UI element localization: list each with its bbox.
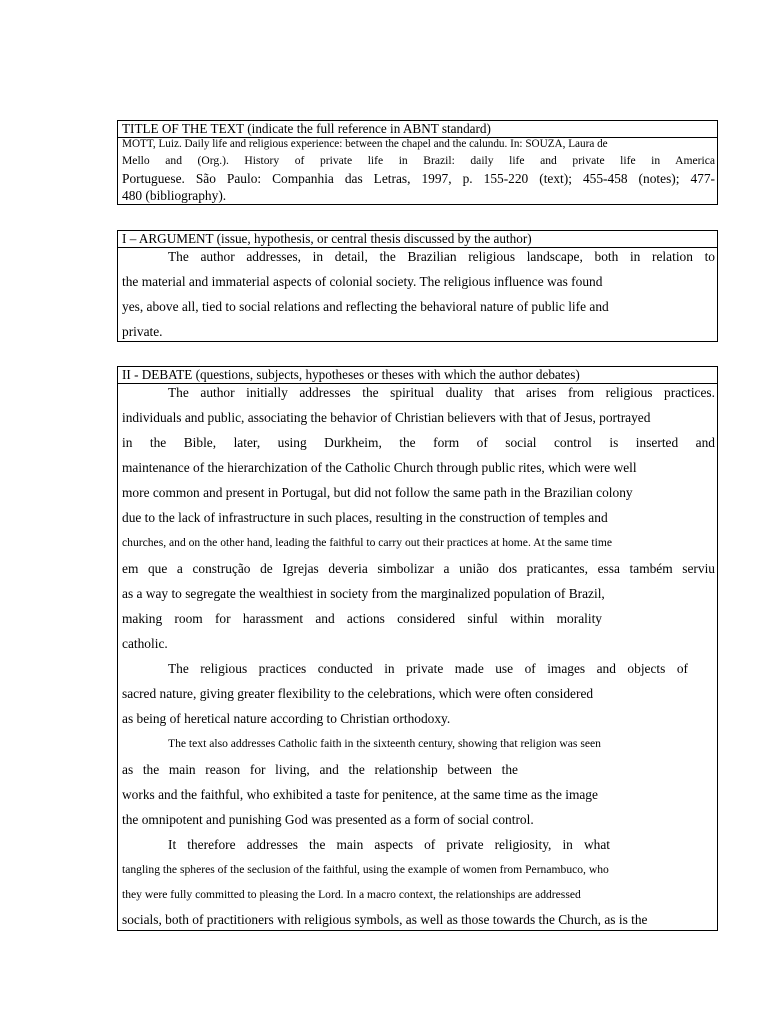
reference-line: 480 (bibliography). [122, 188, 227, 203]
debate-line: The author initially addresses the spiritual duality that arises from religious practices. [168, 385, 715, 400]
debate-line: The text also addresses Catholic faith in the sixteenth century, showing that religion was seen [168, 737, 601, 750]
argument-line: private. [122, 324, 163, 339]
argument-line: The author addresses, in detail, the Brazilian religious landscape, both in relation to [168, 249, 715, 264]
reference-line: Portuguese. São Paulo: Companhia das Letras, 1997, p. 155-220 (text); 455-458 (notes); 477- [122, 171, 715, 186]
debate-line: as a way to segregate the wealthiest in society from the marginalized population of Brazil, [122, 586, 605, 601]
debate-line: catholic. [122, 636, 168, 651]
debate-line: works and the faithful, who exhibited a taste for penitence, at the same time as the image [122, 787, 598, 802]
debate-box [117, 366, 718, 931]
debate-line: as the main reason for living, and the relationship between the [122, 762, 518, 777]
debate-line: the omnipotent and punishing God was presented as a form of social control. [122, 812, 534, 827]
reference-line: Mello and (Org.). History of private life in Brazil: daily life and private life in America [122, 154, 715, 167]
debate-line: The religious practices conducted in private made use of images and objects of [168, 661, 688, 676]
title-heading: TITLE OF THE TEXT (indicate the full reference in ABNT standard) [118, 121, 717, 138]
reference-line: MOTT, Luiz. Daily life and religious experience: between the chapel and the calundu. In: SOUZA, Laura de [122, 138, 608, 150]
debate-line: maintenance of the hierarchization of the Catholic Church through public rites, which were well [122, 460, 637, 475]
debate-line: em que a construção de Igrejas deveria simbolizar a união dos praticantes, essa também serviu [122, 561, 715, 576]
debate-line: churches, and on the other hand, leading the faithful to carry out their practices at home. At the same time [122, 536, 612, 549]
debate-heading: II - DEBATE (questions, subjects, hypotheses or theses with which the author debates) [118, 367, 717, 384]
debate-line: socials, both of practitioners with religious symbols, as well as those towards the Church, as is the [122, 912, 648, 927]
debate-line: individuals and public, associating the behavior of Christian believers with that of Jesus, portrayed [122, 410, 651, 425]
debate-line: tangling the spheres of the seclusion of the faithful, using the example of women from Pernambuco, who [122, 863, 609, 876]
debate-line: It therefore addresses the main aspects of private religiosity, in what [168, 837, 610, 852]
title-reference-box [117, 120, 718, 205]
argument-heading: I – ARGUMENT (issue, hypothesis, or central thesis discussed by the author) [118, 231, 717, 248]
debate-line: due to the lack of infrastructure in such places, resulting in the construction of temples and [122, 510, 608, 525]
debate-line: making room for harassment and actions considered sinful within morality [122, 611, 602, 626]
debate-line: in the Bible, later, using Durkheim, the form of social control is inserted and [122, 435, 715, 450]
debate-line: they were fully committed to pleasing the Lord. In a macro context, the relationships are addressed [122, 888, 581, 901]
debate-line: more common and present in Portugal, but did not follow the same path in the Brazilian colony [122, 485, 633, 500]
debate-line: sacred nature, giving greater flexibility to the celebrations, which were often considered [122, 686, 594, 701]
argument-line: yes, above all, tied to social relations and reflecting the behavioral nature of public life and [122, 299, 609, 314]
debate-line: as being of heretical nature according to Christian orthodoxy. [122, 711, 451, 726]
argument-line: the material and immaterial aspects of colonial society. The religious influence was found [122, 274, 603, 289]
argument-box [117, 230, 718, 342]
